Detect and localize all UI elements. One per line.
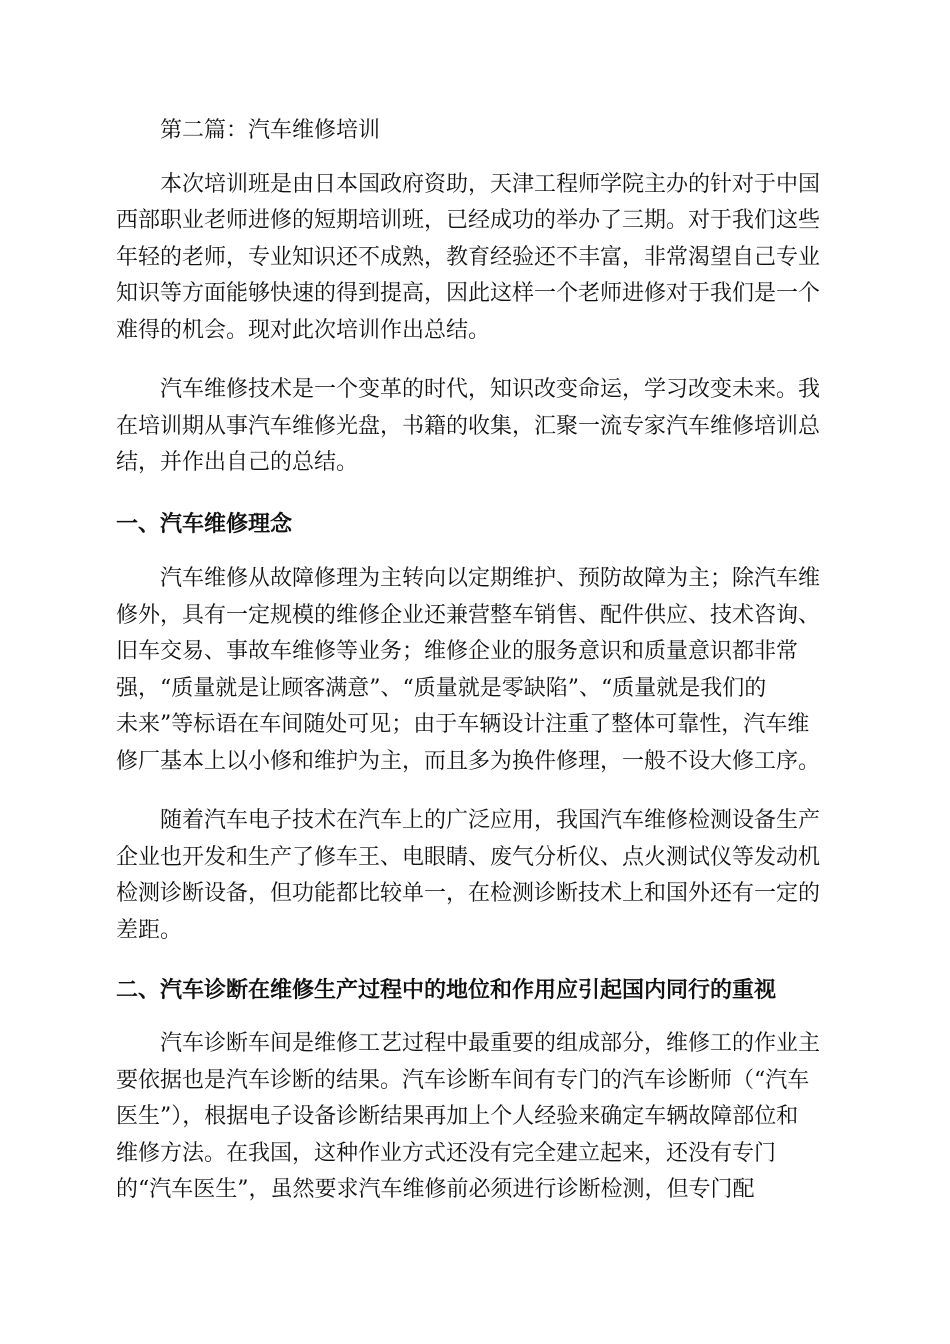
section-heading-2: 二、汽车诊断在维修生产过程中的地位和作用应引起国内同行的重视 <box>116 977 777 1003</box>
paragraph-line: 未来”等标语在车间随处可见；由于车辆设计注重了整体可靠性，汽车维 <box>116 712 810 737</box>
paragraph-line: 要依据也是汽车诊断的结果。汽车诊断车间有专门的汽车诊断师（“汽车 <box>116 1068 810 1093</box>
paragraph-line: 维修方法。在我国，这种作业方式还没有完全建立起来，还没有专门 <box>116 1141 777 1166</box>
paragraph-line: 难得的机会。现对此次培训作出总结。 <box>116 318 491 343</box>
paragraph-line: 知识等方面能够快速的得到提高，因此这样一个老师进修对于我们是一个 <box>116 281 821 306</box>
section-heading-1: 一、汽车维修理念 <box>116 511 293 537</box>
paragraph-line: 汽车维修技术是一个变革的时代，知识改变命运，学习改变未来。我 <box>160 377 821 402</box>
paragraph-line: 的“汽车医生”，虽然要求汽车维修前必须进行诊断检测，但专门配 <box>116 1177 755 1202</box>
paragraph-line: 医生”），根据电子设备诊断结果再加上个人经验来确定车辆故障部位和 <box>116 1104 799 1129</box>
paragraph-line: 企业也开发和生产了修车王、电眼睛、废气分析仪、点火测试仪等发动机 <box>116 845 821 870</box>
paragraph-line: 年轻的老师，专业知识还不成熟，教育经验还不丰富，非常渴望自己专业 <box>116 245 821 270</box>
paragraph-line: 修外，具有一定规模的维修企业还兼营整车销售、配件供应、技术咨询、 <box>116 603 821 628</box>
paragraph-line: 差距。 <box>116 918 183 943</box>
paragraph-line: 在培训期从事汽车维修光盘，书籍的收集，汇聚一流专家汽车维修培训总 <box>116 414 821 439</box>
paragraph-line: 结，并作出自己的总结。 <box>116 450 359 475</box>
paragraph-line: 本次培训班是由日本国政府资助，天津工程师学院主办的针对于中国 <box>160 172 821 197</box>
paragraph-line: 检测诊断设备，但功能都比较单一，在检测诊断技术上和国外还有一定的 <box>116 881 821 906</box>
paragraph-line: 汽车诊断车间是维修工艺过程中最重要的组成部分，维修工的作业主 <box>160 1031 821 1056</box>
paragraph-line: 西部职业老师进修的短期培训班，已经成功的举办了三期。对于我们这些 <box>116 208 821 233</box>
paragraph-line: 旧车交易、事故车维修等业务；维修企业的服务意识和质量意识都非常 <box>116 639 799 664</box>
paragraph-line: 强，“质量就是让顾客满意”、“质量就是零缺陷”、“质量就是我们的 <box>116 676 767 701</box>
paragraph-line: 随着汽车电子技术在汽车上的广泛应用，我国汽车维修检测设备生产 <box>160 808 821 833</box>
paragraph-line: 汽车维修从故障修理为主转向以定期维护、预防故障为主；除汽车维 <box>160 566 821 591</box>
paragraph-line: 修厂基本上以小修和维护为主，而且多为换件修理，一般不设大修工序。 <box>116 749 821 774</box>
document-title: 第二篇：汽车维修培训 <box>160 118 381 143</box>
